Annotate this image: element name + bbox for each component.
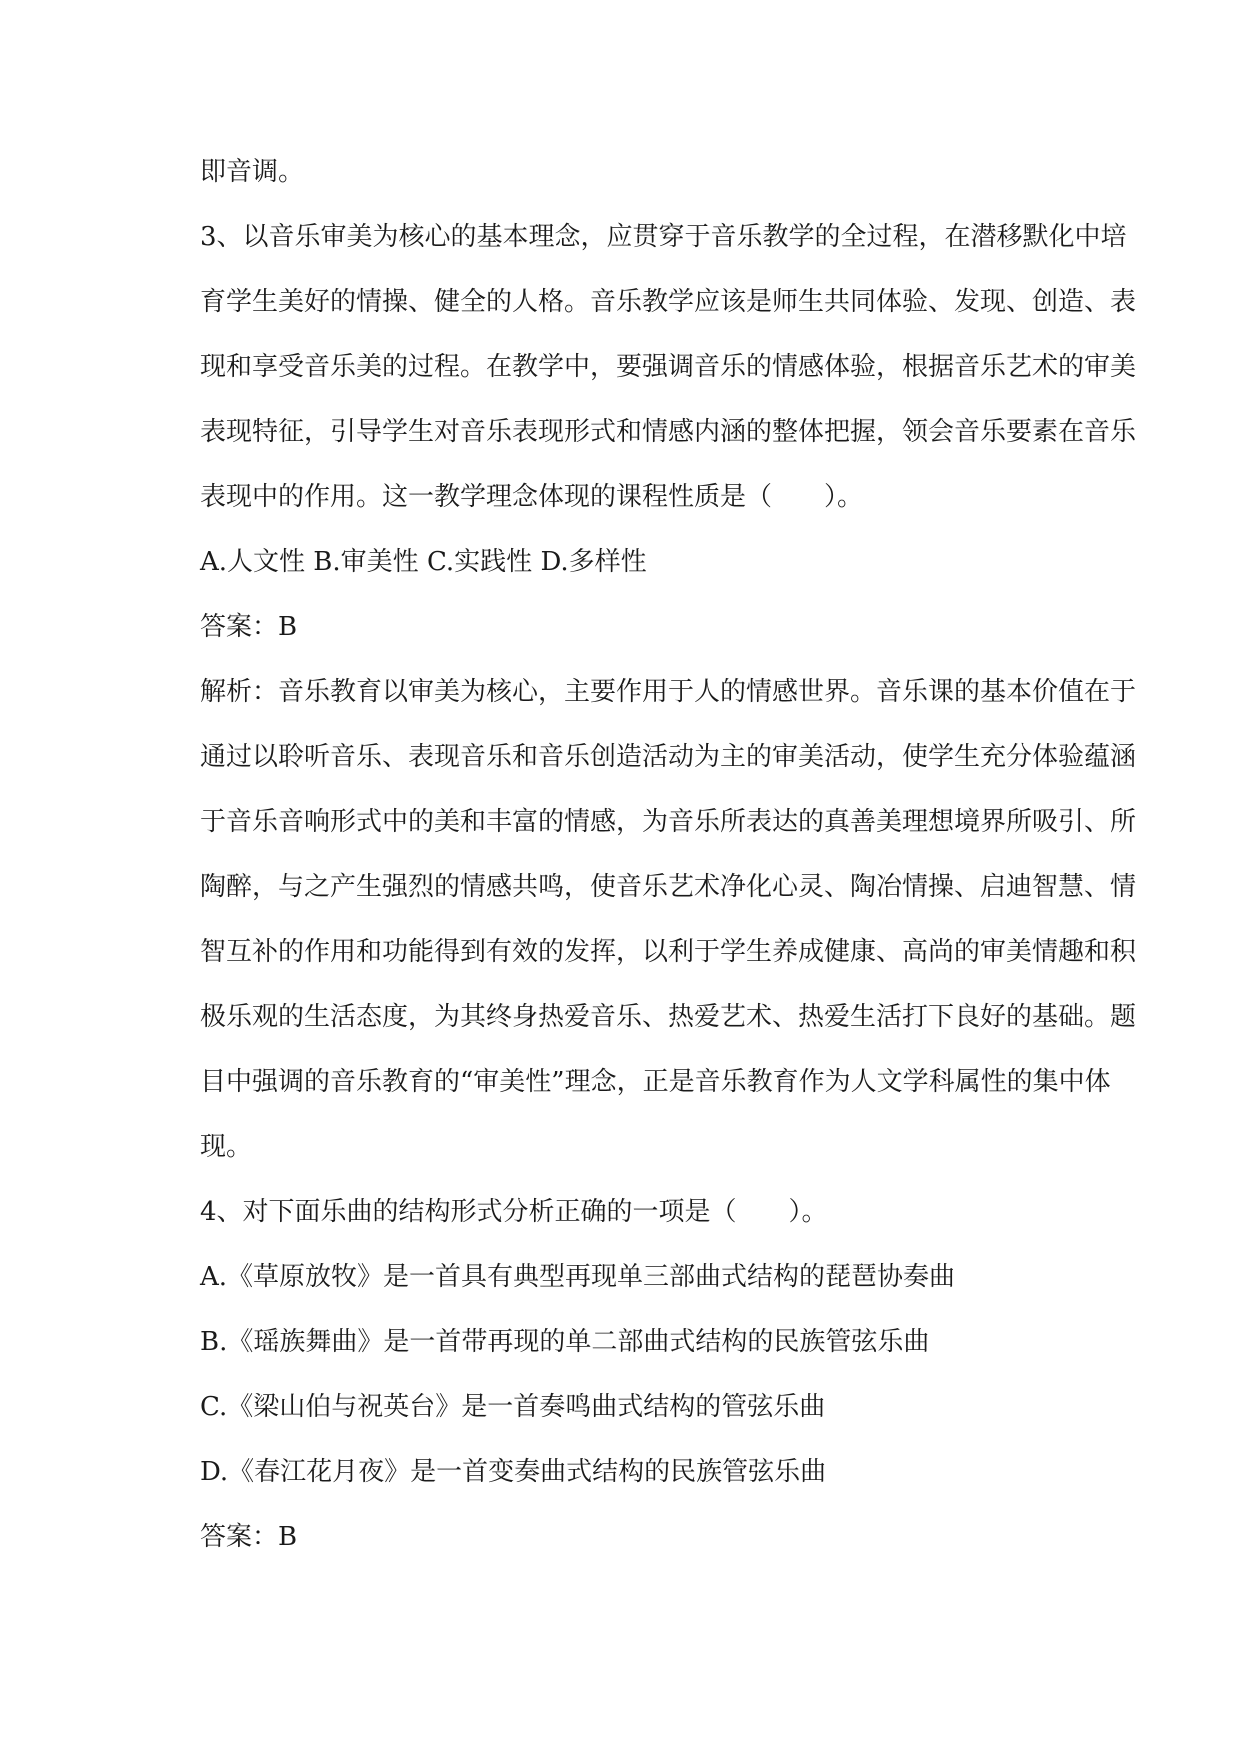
question-3-line: 表现中的作用。这一教学理念体现的课程性质是（ ）。 [200, 482, 864, 512]
question-3-line: 表现特征，引导学生对音乐表现形式和情感内涵的整体把握，领会音乐要素在音乐 [200, 417, 1137, 447]
question-3-line: 育学生美好的情操、健全的人格。音乐教学应该是师生共同体验、发现、创造、表 [200, 287, 1137, 317]
question-3-explanation-line: 通过以聆听音乐、表现音乐和音乐创造活动为主的审美活动，使学生充分体验蕴涵 [200, 742, 1137, 772]
question-4-answer: 答案：B [200, 1522, 298, 1552]
question-3-explanation-line: 现。 [200, 1132, 253, 1162]
question-4-option-d: D.《春江花月夜》是一首变奏曲式结构的民族管弦乐曲 [200, 1457, 827, 1487]
question-4-stem: 4、对下面乐曲的结构形式分析正确的一项是（ ）。 [200, 1197, 828, 1227]
question-3-explanation-line: 目中强调的音乐教育的“审美性”理念，正是音乐教育作为人文学科属性的集中体 [200, 1067, 1111, 1097]
question-4-option-a: A.《草原放牧》是一首具有典型再现单三部曲式结构的琵琶协奏曲 [200, 1262, 956, 1292]
question-3-line: 3、以音乐审美为核心的基本理念，应贯穿于音乐教学的全过程，在潜移默化中培 [200, 222, 1127, 252]
question-4-option-c: C.《梁山伯与祝英台》是一首奏鸣曲式结构的管弦乐曲 [200, 1392, 826, 1422]
question-3-answer: 答案：B [200, 612, 298, 642]
question-4-option-b: B.《瑶族舞曲》是一首带再现的单二部曲式结构的民族管弦乐曲 [200, 1327, 930, 1357]
question-3-explanation-line: 于音乐音响形式中的美和丰富的情感，为音乐所表达的真善美理想境界所吸引、所 [200, 807, 1137, 837]
question-3-line: 现和享受音乐美的过程。在教学中，要强调音乐的情感体验，根据音乐艺术的审美 [200, 352, 1137, 382]
question-3-explanation-line: 陶醉，与之产生强烈的情感共鸣，使音乐艺术净化心灵、陶冶情操、启迪智慧、情 [200, 872, 1137, 902]
text-line: 即音调。 [200, 157, 305, 187]
question-3-explanation-line: 解析：音乐教育以审美为核心，主要作用于人的情感世界。音乐课的基本价值在于 [200, 677, 1137, 707]
document-body [200, 140, 1137, 1570]
question-3-explanation-line: 极乐观的生活态度，为其终身热爱音乐、热爱艺术、热爱生活打下良好的基础。题 [200, 1002, 1137, 1032]
question-3-explanation-line: 智互补的作用和功能得到有效的发挥，以利于学生养成健康、高尚的审美情趣和积 [200, 937, 1137, 967]
question-3-options: A.人文性 B.审美性 C.实践性 D.多样性 [200, 547, 647, 577]
